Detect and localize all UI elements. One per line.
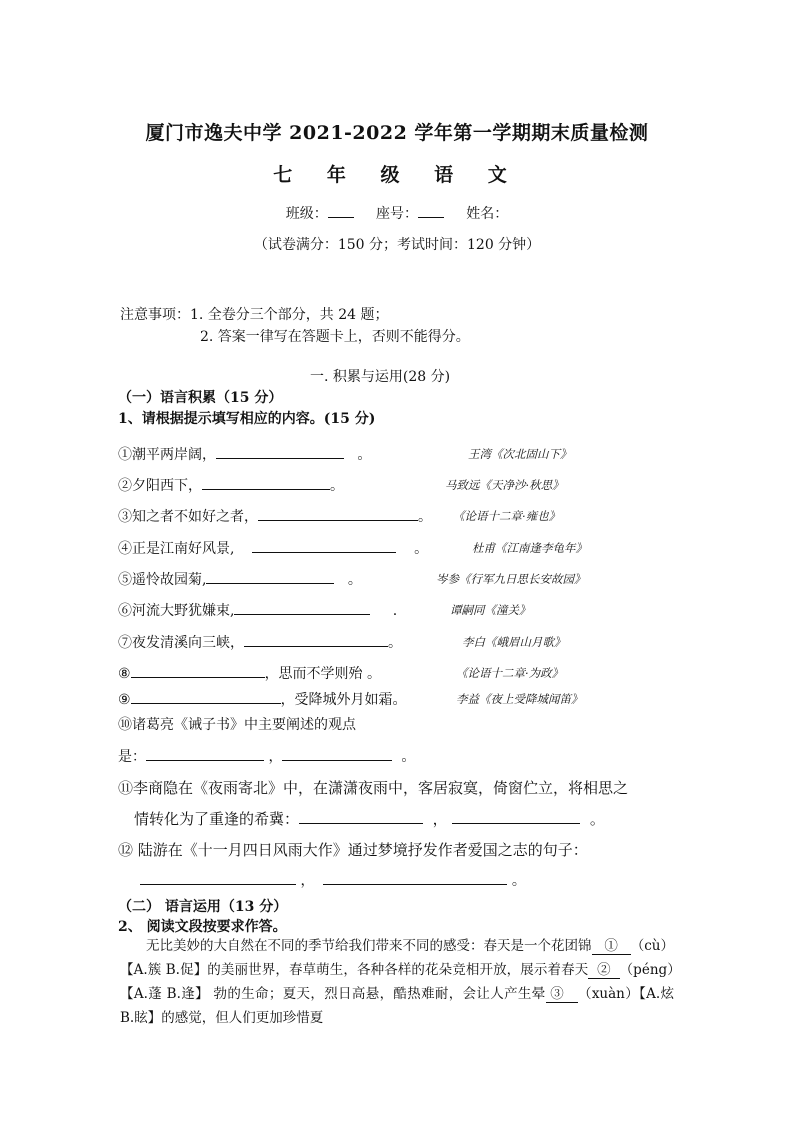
q10-line-2 bbox=[118, 746, 415, 766]
q10-sep: ， bbox=[268, 749, 283, 765]
passage-text: （péng）【A.蓬 B.逢】 勃的生命；夏天，烈日高悬，酷热难耐，会让人产生晕 bbox=[120, 962, 675, 1002]
poem-punct: . bbox=[392, 603, 398, 619]
question2: 2、 阅读文段按要求作答。 bbox=[118, 919, 287, 935]
answer-blank bbox=[146, 747, 264, 761]
poem-text: 知之者不如好之者， bbox=[132, 509, 258, 525]
poem-line-5 bbox=[118, 569, 362, 589]
answer-blank bbox=[202, 476, 330, 490]
notice-line-1 bbox=[120, 304, 389, 324]
poem-punct: 。 bbox=[418, 509, 432, 525]
answer-blank bbox=[252, 539, 396, 553]
answer-blank bbox=[282, 747, 392, 761]
blank-number: ② bbox=[597, 962, 611, 978]
seat-blank bbox=[418, 204, 444, 218]
poem-number: ⑥ bbox=[118, 603, 132, 619]
poem-line-4 bbox=[118, 538, 428, 558]
section2-heading: （二） 语言运用（13 分） bbox=[118, 899, 288, 915]
answer-blank bbox=[206, 570, 334, 584]
class-label: 班级： bbox=[285, 206, 328, 222]
q11-end: 。 bbox=[589, 810, 605, 828]
exam-title: 厦门市逸夫中学 2021-2022 学年第一学期期末质量检测 bbox=[145, 122, 649, 144]
passage-blank-2 bbox=[588, 962, 619, 979]
answer-blank bbox=[299, 810, 423, 824]
poem-number: ⑨ bbox=[118, 692, 131, 708]
poem-source: 《论语十二章·为政》 bbox=[456, 666, 564, 680]
passage-text: （cù）【A.簇 B.促】的美丽世界，春草萌生，各种各样的花朵竞相开放，展示着春天 bbox=[120, 938, 675, 978]
notice-label: 注意事项： bbox=[120, 307, 190, 323]
reading-passage bbox=[120, 934, 674, 1030]
q12-sep: ， bbox=[300, 873, 315, 889]
q10-prefix: 是： bbox=[118, 749, 146, 765]
poem-text: 夕阳西下， bbox=[132, 478, 202, 494]
poem-number: ④ bbox=[118, 541, 132, 557]
section1-heading: （一）语言积累（15 分） bbox=[118, 390, 283, 406]
poem-source: 谭嗣同《潼关》 bbox=[450, 603, 531, 617]
notice-item-1: 1. 全卷分三个部分，共 24 题； bbox=[190, 307, 389, 323]
poem-number: ③ bbox=[118, 509, 132, 525]
poem-line-7 bbox=[118, 632, 402, 652]
answer-blank bbox=[452, 810, 580, 824]
q12-line-2 bbox=[140, 870, 526, 890]
poem-number: ⑦ bbox=[118, 635, 132, 651]
poem-punct: 。 bbox=[357, 447, 372, 463]
poem-source: 岑参《行军九日思长安故园》 bbox=[436, 572, 586, 586]
poem-text: 潮平两岸阔， bbox=[132, 447, 216, 463]
seat-label: 座号： bbox=[376, 206, 418, 222]
poem-line-6 bbox=[118, 600, 397, 620]
q12-line-1: ⑫ 陆游在《十一月四日风雨大作》通过梦境抒发作者爱国之志的句子： bbox=[118, 841, 588, 859]
poem-punct: 。 bbox=[330, 478, 344, 494]
answer-blank bbox=[323, 871, 507, 885]
answer-blank bbox=[244, 633, 388, 647]
passage-blank-1 bbox=[592, 938, 631, 955]
passage-blank-3 bbox=[546, 986, 578, 1003]
question1: 1、请根据提示填写相应的内容。(15 分) bbox=[118, 411, 376, 427]
poem-number: ⑤ bbox=[118, 572, 132, 588]
poem-line-8 bbox=[118, 663, 381, 683]
poem-line-3 bbox=[118, 506, 432, 526]
q10-line-1: ⑩诸葛亮《诫子书》中主要阐述的观点 bbox=[118, 717, 356, 733]
poem-text: 夜发清溪向三峡， bbox=[132, 635, 244, 651]
notice-item-2: 2. 答案一律写在答题卡上，否则不能得分。 bbox=[200, 329, 470, 345]
poem-text: 遥怜故园菊, bbox=[132, 572, 207, 588]
poem-source: 李白《峨眉山月歌》 bbox=[462, 635, 566, 649]
poem-number: ⑧ bbox=[118, 666, 131, 682]
class-blank bbox=[328, 204, 354, 218]
poem-text: ，受降城外月如霜。 bbox=[280, 692, 407, 708]
student-fields bbox=[0, 203, 794, 223]
poem-source: 马致远《天净沙·秋思》 bbox=[445, 478, 564, 492]
q11-line-2 bbox=[134, 808, 605, 829]
poem-text: 正是江南好风景, bbox=[132, 541, 235, 557]
poem-line-9 bbox=[118, 689, 407, 709]
q10-end: 。 bbox=[401, 749, 416, 765]
q11-prefix: 情转化为了重逢的希冀： bbox=[134, 810, 300, 828]
poem-source: 王湾《次北固山下》 bbox=[468, 447, 572, 461]
blank-number: ③ bbox=[550, 986, 565, 1002]
poem-punct: 。 bbox=[414, 541, 429, 557]
poem-source: 《论语十二章·雍也》 bbox=[453, 509, 561, 523]
q11-line-1: ⑪李商隐在《夜雨寄北》中，在潇潇夜雨中，客居寂寞，倚窗伫立，将相思之 bbox=[118, 779, 629, 797]
answer-blank bbox=[234, 601, 370, 615]
name-label: 姓名： bbox=[466, 206, 509, 222]
blank-number: ① bbox=[604, 938, 618, 954]
passage-text: 无比美妙的大自然在不同的季节给我们带来不同的感受：春天是一个花团锦 bbox=[146, 938, 592, 954]
poem-source: 杜甫《江南逢李龟年》 bbox=[472, 541, 587, 555]
exam-info: （试卷满分：150 分；考试时间：120 分钟） bbox=[253, 237, 541, 253]
q11-sep: ， bbox=[432, 810, 448, 828]
poem-punct: 。 bbox=[388, 635, 402, 651]
passage-text: （xuàn）【A.炫 B.眩】的感觉，但人们更加珍惜夏 bbox=[120, 986, 675, 1026]
exam-subtitle: 七 年 级 语 文 bbox=[273, 164, 521, 186]
poem-number: ② bbox=[118, 478, 132, 494]
answer-blank bbox=[216, 445, 344, 459]
answer-blank bbox=[258, 507, 418, 521]
answer-blank bbox=[131, 664, 265, 678]
poem-text: ，思而不学则殆 。 bbox=[264, 666, 382, 682]
poem-line-2 bbox=[118, 475, 344, 495]
q12-end: 。 bbox=[511, 873, 526, 889]
poem-line-1 bbox=[118, 444, 371, 464]
poem-punct: 。 bbox=[347, 572, 362, 588]
poem-text: 河流大野犹嫌束, bbox=[132, 603, 235, 619]
answer-blank bbox=[131, 690, 281, 704]
poem-source: 李益《夜上受降城闻笛》 bbox=[456, 692, 583, 706]
poem-number: ① bbox=[118, 447, 132, 463]
part1-heading: 一. 积累与运用(28 分) bbox=[310, 369, 451, 385]
answer-blank bbox=[140, 871, 296, 885]
